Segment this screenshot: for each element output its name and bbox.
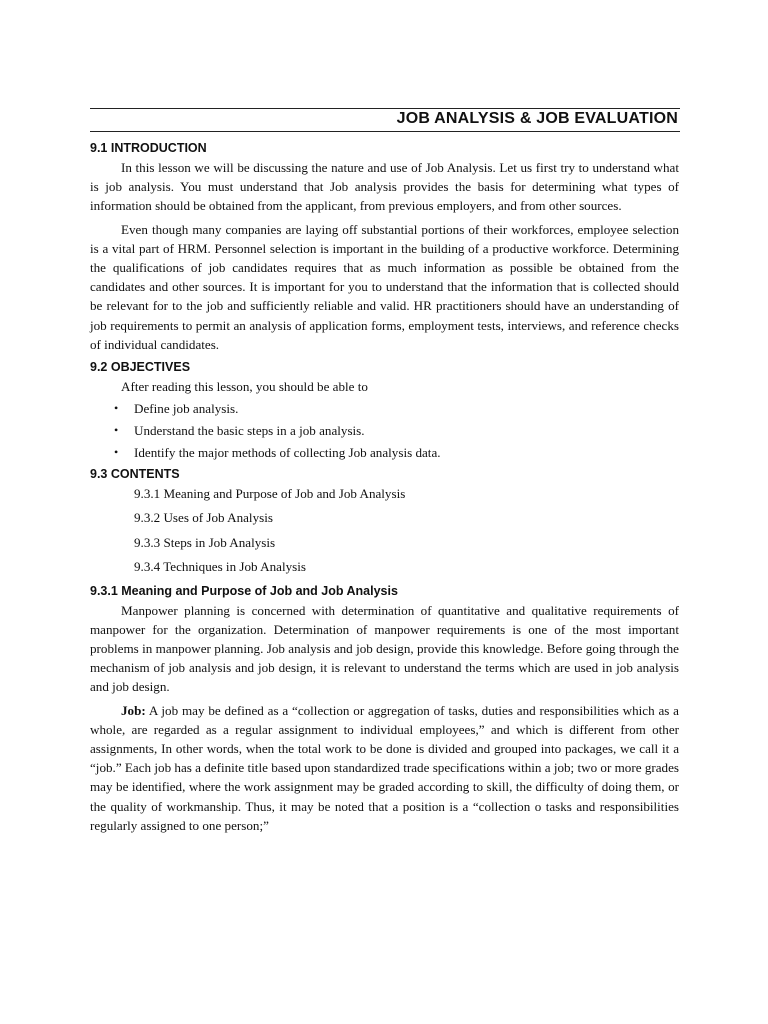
page-title: JOB ANALYSIS & JOB EVALUATION — [396, 110, 678, 127]
job-term: Job: — [121, 702, 146, 718]
toc-item: 9.3.2 Uses of Job Analysis — [134, 510, 273, 526]
objectives-list — [90, 399, 679, 462]
objectives-lead: After reading this lesson, you should be able to — [121, 379, 368, 395]
contents-list — [90, 484, 679, 576]
bullet-icon: • — [114, 445, 119, 460]
document-body — [90, 139, 679, 835]
subsection-heading-meaning: 9.3.1 Meaning and Purpose of Job and Job Analysis — [90, 583, 398, 598]
paragraph-meaning-1: Manpower planning is concerned with determination of quantitative and qualitative requirements of manpower for the organization. Determination of manpower requirements is one of the most important problems in manpower planning. Job analysis and job design, provide this knowledge. Before going through the mechanism of job analysis and job design, it is relevant to understand the terms which are used in job analysis and job design. — [90, 602, 679, 695]
header-top-rule — [90, 108, 680, 109]
toc-item: 9.3.3 Steps in Job Analysis — [134, 534, 276, 550]
paragraph-job-definition — [90, 701, 679, 835]
bullet-icon: • — [114, 423, 119, 438]
bullet-icon: • — [114, 401, 119, 416]
list-item-text: Identify the major methods of collecting Job analysis data. — [134, 445, 441, 461]
list-item — [90, 421, 679, 440]
list-item — [90, 443, 679, 462]
section-heading-objectives: 9.2 OBJECTIVES — [90, 360, 191, 375]
job-definition-text: A job may be defined as a “collection or aggregation of tasks, duties and responsibilities which as a whole, are regarded as a regular assignment to individual employees,” and which is different from other assignments, In other words, when the total work to be done is divided and grouped into packages, we call it a “job.” Each job has a definite title based upon standardized trade specifications within a job; two or more grades may be identified, where the work assignment may be graded according to skill, the difficulty of doing them, or the quality of workmanship. Thus, it may be noted that a position is a “collection o tasks and responsibilities regularly assigned to one person;” — [90, 702, 679, 833]
toc-item: 9.3.4 Techniques in Job Analysis — [134, 559, 306, 575]
paragraph-intro-1: In this lesson we will be discussing the nature and use of Job Analysis. Let us first try to understand what is job analysis. You must understand that Job analysis provides the basis for determining what types of information should be obtained from the applicant, from previous employers, and from other sources. — [90, 160, 679, 214]
toc-item: 9.3.1 Meaning and Purpose of Job and Job Analysis — [134, 486, 406, 502]
section-heading-introduction: 9.1 INTRODUCTION — [90, 141, 207, 155]
list-item-text: Define job analysis. — [134, 401, 239, 417]
section-heading-contents: 9.3 CONTENTS — [90, 467, 180, 482]
list-item — [90, 399, 679, 418]
list-item-text: Understand the basic steps in a job analysis. — [134, 423, 365, 439]
title-underline — [90, 131, 680, 132]
paragraph-intro-2: Even though many companies are laying off substantial portions of their workforces, employee selection is a vital part of HRM. Personnel selection is important in the building of a productive workforce. Determining the qualifications of job candidates requires that as much information as possible be obtained from the candidates and other sources. It is important for you to understand that the information that is collected should be relevant for to the job and sufficiently reliable and valid. HR practitioners should have an understanding of job requirements to permit an analysis of application forms, employment tests, interviews, and reference checks of individual candidates. — [90, 221, 679, 352]
